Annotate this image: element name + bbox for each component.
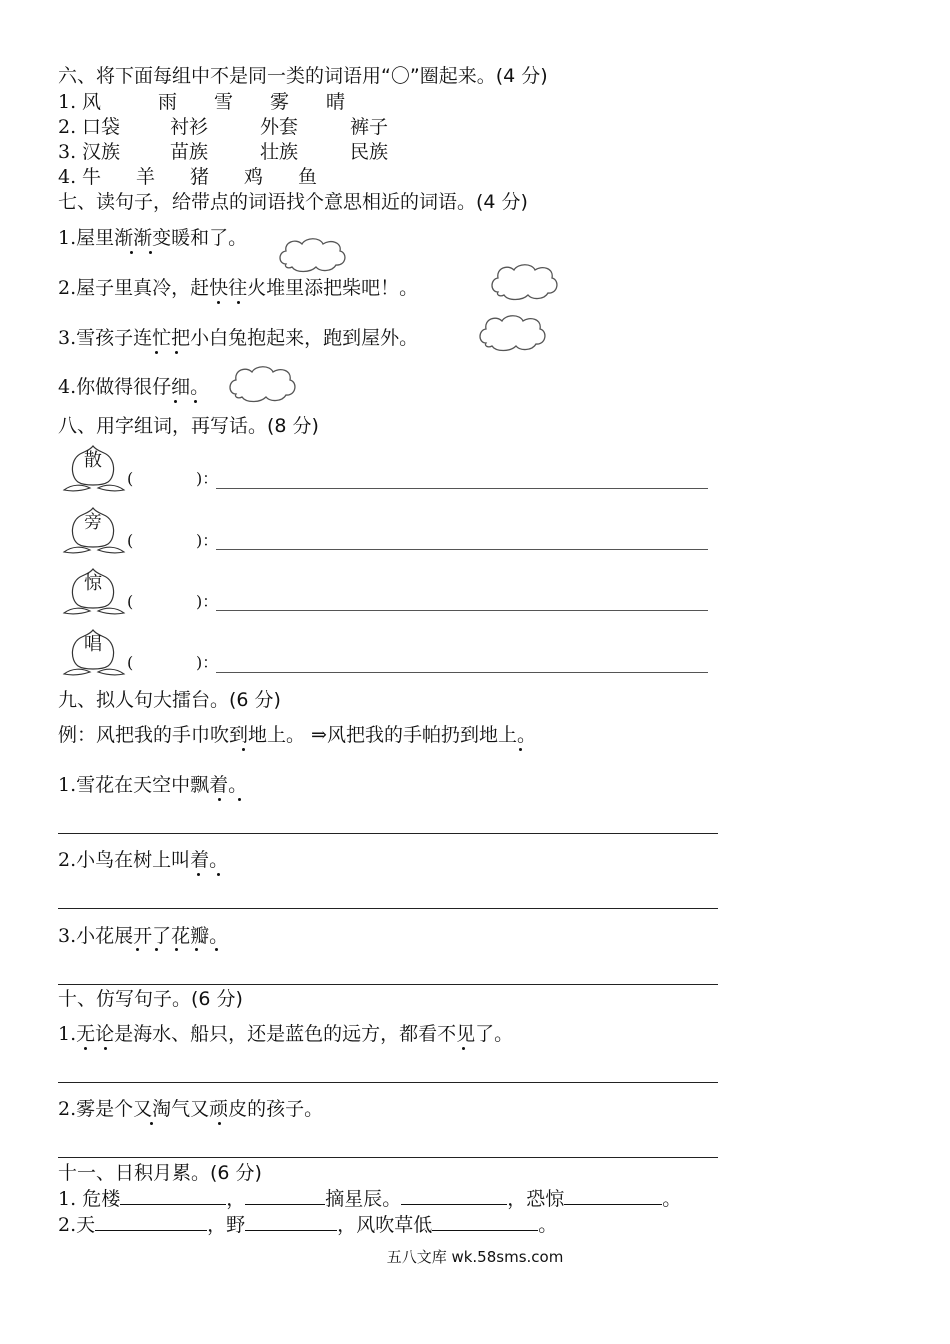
answer-line[interactable] [216, 488, 708, 489]
peach-char-4: 唱 [62, 628, 126, 680]
peach-char-2: 旁 [62, 506, 126, 558]
word-option[interactable]: 雨 [158, 91, 178, 113]
fill-blank[interactable] [95, 1212, 207, 1231]
q11-line-1: 1. 危楼 ， 摘星辰。 ，恐惊 。 [58, 1188, 682, 1210]
q11-line-2: 2.天 ，野 ，风吹草低 。 [58, 1214, 558, 1236]
word-option[interactable]: 民族 [350, 141, 389, 163]
answer-line[interactable] [58, 908, 718, 909]
q9-title: 九、拟人句大擂台。(6 分) [58, 689, 281, 711]
word-option[interactable]: 鱼 [298, 166, 318, 188]
answer-line[interactable] [216, 610, 708, 611]
word-option[interactable]: 衬衫 [170, 116, 209, 138]
fill-blank[interactable] [401, 1186, 507, 1205]
answer-line[interactable] [58, 984, 718, 985]
word-option[interactable]: 雪 [214, 91, 234, 113]
q9-sentence-1: 1.雪花在天空中飘着。 [58, 774, 248, 796]
answer-line[interactable] [58, 1082, 718, 1083]
q8-title: 八、用字组词，再写话。(8 分) [58, 415, 319, 437]
peach-char-3: 惊 [62, 567, 126, 619]
q6-row-1: 1. 风 雨 雪 雾 晴 [58, 91, 346, 113]
q9-sentence-3: 3.小花展开了花瓣。 [58, 925, 229, 947]
word-option[interactable]: 外套 [260, 116, 299, 138]
answer-line[interactable] [58, 1157, 718, 1158]
answer-cloud-1[interactable] [276, 236, 348, 274]
fill-blank[interactable] [432, 1212, 538, 1231]
q9-example: 例：风把我的手巾吹到地上。 ⇒风把我的手帕扔到地上。 [58, 724, 536, 746]
word-option[interactable]: 雾 [270, 91, 290, 113]
word-option[interactable]: 风 [82, 91, 102, 113]
q11-title: 十一、日积月累。(6 分) [58, 1162, 262, 1184]
q7-sentence-4: 4.你做得很仔细。 [58, 376, 210, 398]
word-option[interactable]: 口袋 [82, 116, 121, 138]
q6-row-3: 3. 汉族 苗族 壮族 民族 [58, 141, 389, 163]
word-option[interactable]: 羊 [136, 166, 156, 188]
fill-blank[interactable] [564, 1186, 662, 1205]
word-option[interactable]: 苗族 [170, 141, 209, 163]
q10-title: 十、仿写句子。(6 分) [58, 988, 243, 1010]
answer-line[interactable] [58, 833, 718, 834]
fill-blank[interactable] [245, 1212, 337, 1231]
q6-row-4: 4. 牛 羊 猪 鸡 鱼 [58, 166, 318, 188]
peach-char-1: 散 [62, 444, 126, 496]
answer-line[interactable] [216, 549, 708, 550]
word-option[interactable]: 壮族 [260, 141, 299, 163]
q9-sentence-2: 2.小鸟在树上叫着。 [58, 849, 229, 871]
word-option[interactable]: 牛 [82, 166, 102, 188]
q6-row-2: 2. 口袋 衬衫 外套 裤子 [58, 116, 389, 138]
word-option[interactable]: 汉族 [82, 141, 121, 163]
q7-sentence-1: 1.屋里渐渐变暖和了。 [58, 227, 248, 249]
word-option[interactable]: 猪 [190, 166, 210, 188]
footer-watermark: 五八文库 wk.58sms.com [386, 1248, 564, 1266]
fill-blank[interactable] [120, 1186, 226, 1205]
word-option[interactable]: 鸡 [244, 166, 264, 188]
answer-cloud-3[interactable] [476, 313, 548, 353]
answer-cloud-4[interactable] [226, 364, 298, 404]
answer-cloud-2[interactable] [488, 262, 560, 302]
word-option[interactable]: 晴 [326, 91, 346, 113]
q6-title: 六、将下面每组中不是同一类的词语用“〇”圈起来。(4 分) [58, 65, 548, 87]
q7-title: 七、读句子，给带点的词语找个意思相近的词语。(4 分) [58, 191, 528, 213]
fill-blank[interactable] [245, 1186, 325, 1205]
word-option[interactable]: 裤子 [350, 116, 389, 138]
answer-line[interactable] [216, 672, 708, 673]
q7-sentence-2: 2.屋子里真冷，赶快往火堆里添把柴吧！。 [58, 277, 419, 299]
q10-sentence-1: 1.无论是海水、船只，还是蓝色的远方，都看不见了。 [58, 1023, 514, 1045]
q7-sentence-3: 3.雪孩子连忙把小白兔抱起来，跑到屋外。 [58, 327, 419, 349]
worksheet-page: 六、将下面每组中不是同一类的词语用“〇”圈起来。(4 分) 1. 风 雨 雪 雾 晴 2. 口袋 衬衫 外套 裤子 3. 汉族 苗族 壮族 民族 4. 牛 羊 猪 鸡 鱼 七、读句子，给带点的词语找个意思相近的词语。(4 分) 1.屋里渐渐变暖和了。 2.屋子里真冷，赶快往火堆里添把柴吧！。 3.雪孩子连忙把小白兔抱起来，跑到屋外。 4.你做得很仔细。 八、用字组词，再写话。(8 分) 散 ( )： 旁 ( )： 惊 ( )： 唱 ( )： 九、拟人句大擂台。(6 分) 例：风把我的手巾吹到地上。 ⇒风把我的手帕扔到地上。 1.雪花在天空中飘着。 2.小鸟在树上叫着。 3.小花展开了花瓣。 十、仿写句子。(6 分) 1.无论是海水、船只，还是蓝色的远方，都看不见了。 2.雾是个又淘气又顽皮的孩子。 十一、日积月累。(6 分) 1. 危楼 ， 摘星辰。 ，恐惊 。 2.天 ，野 ，风吹草低 。 五八文库 wk.58sms.com [0, 0, 950, 1344]
q10-sentence-2: 2.雾是个又淘气又顽皮的孩子。 [58, 1098, 324, 1120]
